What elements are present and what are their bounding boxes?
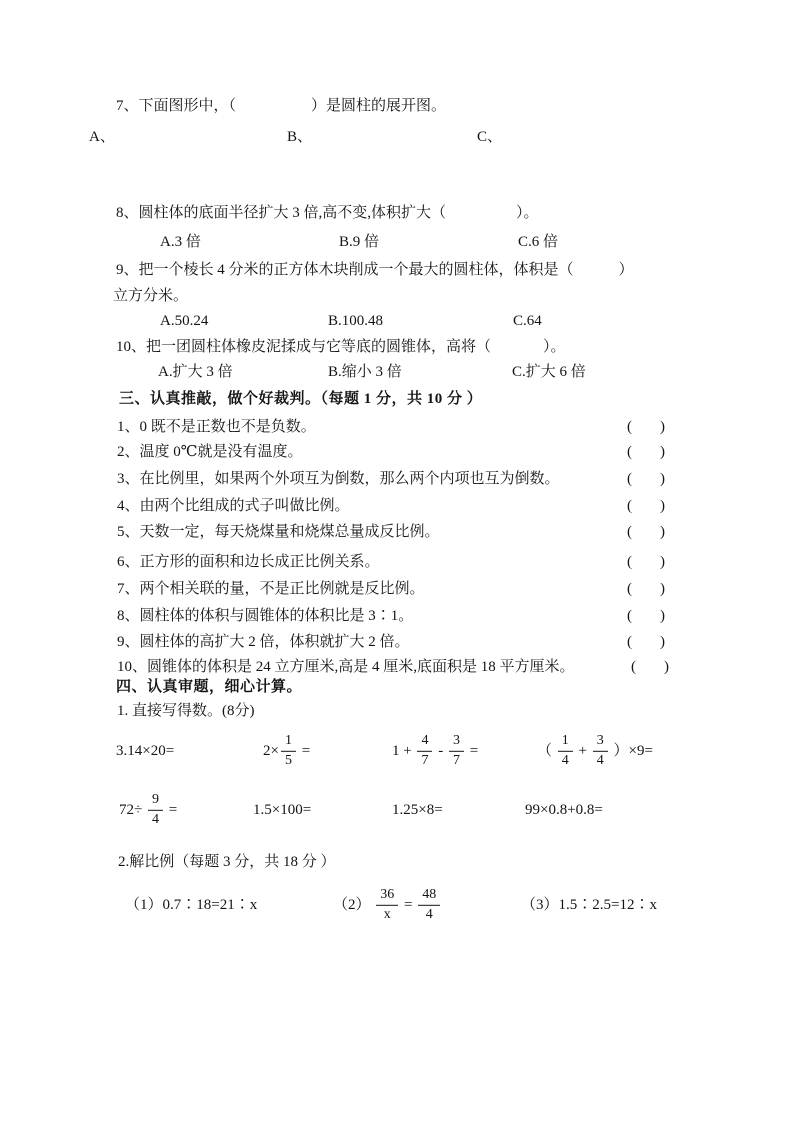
q7-option-b-label: B、 <box>287 129 313 145</box>
paren-close: ) <box>660 498 665 514</box>
q9-option-a: A.50.24 <box>160 313 209 329</box>
question-8 <box>116 204 539 223</box>
calc-expression-3 <box>392 734 478 768</box>
denominator: 4 <box>561 752 569 768</box>
paren-close: ) <box>660 471 665 487</box>
paren-open: ( <box>627 419 632 435</box>
paren-close: ) <box>660 608 665 624</box>
question-8-text-post: ）。 <box>516 205 539 221</box>
numerator: 1 <box>281 734 296 752</box>
denominator: 4 <box>151 811 159 827</box>
expr-text: + <box>574 742 591 759</box>
answer-blank <box>446 215 516 217</box>
fraction <box>558 734 573 768</box>
answer-blank <box>574 272 619 274</box>
answer-blank <box>632 454 660 456</box>
numerator: 4 <box>417 734 432 752</box>
judge-item-6: 6、正方形的面积和边长成正比例关系。 <box>117 554 380 570</box>
paren-close: ) <box>660 554 665 570</box>
paren-close: ) <box>664 659 669 675</box>
expr-text: 2× <box>263 742 279 759</box>
fraction <box>593 734 608 768</box>
answer-blank <box>632 618 660 620</box>
fraction <box>376 888 398 922</box>
question-7-text-pre: 7、下面图形中，（ <box>116 98 237 114</box>
calc-expression-8: 99×0.8+0.8= <box>525 801 603 818</box>
calc-expression-5 <box>119 793 177 827</box>
paren-close: ) <box>660 581 665 597</box>
denominator: 4 <box>425 906 433 922</box>
question-9-text-pre: 9、把一个棱长 4 分米的正方体木块削成一个最大的圆柱体，体积是（ <box>116 262 574 278</box>
question-9-line1 <box>116 261 634 280</box>
answer-blank <box>632 508 660 510</box>
calc-expression-1: 3.14×20= <box>116 742 175 759</box>
denominator: 4 <box>596 752 604 768</box>
judge-item-10: 10、圆锥体的体积是 24 立方厘米,高是 4 厘米,底面积是 18 平方厘米。 <box>117 659 575 675</box>
paren-close: ) <box>660 444 665 460</box>
expr-text: = <box>297 742 311 759</box>
q7-option-c-label: C、 <box>477 129 503 145</box>
judge-item-3: 3、在比例里，如果两个外项互为倒数，那么两个内项也互为倒数。 <box>117 471 560 487</box>
denominator: x <box>383 906 391 922</box>
proportion-1: （1）0.7∶18=21∶x <box>125 896 258 913</box>
q9-option-b: B.100.48 <box>328 313 384 329</box>
expr-text: （2） <box>333 896 375 913</box>
paren-close: ) <box>660 634 665 650</box>
numerator: 36 <box>376 888 398 906</box>
fraction <box>449 734 464 768</box>
judge-answer-parens <box>627 553 665 572</box>
question-10 <box>116 338 566 357</box>
denominator: 7 <box>421 752 429 768</box>
question-8-text-pre: 8、圆柱体的底面半径扩大 3 倍,高不变,体积扩大（ <box>116 205 447 221</box>
q8-option-a: A.3 倍 <box>160 234 201 250</box>
judge-item-8: 8、圆柱体的体积与圆锥体的体积比是 3∶1。 <box>117 608 414 624</box>
paren-open: ( <box>627 554 632 570</box>
calc-expression-2 <box>263 734 310 768</box>
expr-text: ）×9= <box>609 742 653 759</box>
calc-expression-7: 1.25×8= <box>392 801 443 818</box>
expr-text: （ <box>537 742 556 759</box>
answer-blank <box>632 644 660 646</box>
judge-item-5: 5、天数一定，每天烧煤量和烧煤总量成反比例。 <box>117 524 440 540</box>
answer-blank <box>491 349 543 351</box>
paren-open: ( <box>627 444 632 460</box>
paren-open: ( <box>627 498 632 514</box>
numerator: 48 <box>418 888 440 906</box>
q9-option-c: C.64 <box>513 313 542 329</box>
q10-option-b: B.缩小 3 倍 <box>328 364 402 380</box>
judge-answer-parens <box>627 633 665 652</box>
calc-expression-4 <box>537 734 653 768</box>
paren-open: ( <box>627 634 632 650</box>
judge-item-7: 7、两个相关联的量，不是正比例就是反比例。 <box>117 581 425 597</box>
expr-text: 72÷ <box>119 801 146 818</box>
judge-item-4: 4、由两个比组成的式子叫做比例。 <box>117 498 350 514</box>
question-10-text-pre: 10、把一团圆柱体橡皮泥揉成与它等底的圆锥体，高将（ <box>116 339 492 355</box>
question-9-text-post: ） <box>618 262 634 278</box>
expr-text: = <box>164 801 178 818</box>
paren-open: ( <box>627 581 632 597</box>
answer-blank <box>236 108 311 110</box>
question-7 <box>116 97 446 116</box>
expr-text: = <box>400 896 417 913</box>
paren-close: ) <box>660 419 665 435</box>
fraction <box>417 734 432 768</box>
q10-option-c: C.扩大 6 倍 <box>512 364 586 380</box>
paren-open: ( <box>631 659 636 675</box>
calc-part2-label: 2.解比例（每题 3 分，共 18 分 ） <box>118 854 336 870</box>
numerator: 9 <box>148 793 163 811</box>
fraction <box>281 734 296 768</box>
judge-section-title: 三、认真推敲，做个好裁判。（每题 1 分，共 10 分 ） <box>119 391 483 407</box>
question-9-line2: 立方分米。 <box>113 288 189 304</box>
judge-answer-parens <box>627 497 665 516</box>
answer-blank <box>632 534 660 536</box>
numerator: 3 <box>593 734 608 752</box>
answer-blank <box>636 669 664 671</box>
fraction <box>148 793 163 827</box>
judge-answer-parens <box>627 580 665 599</box>
judge-answer-parens <box>627 443 665 462</box>
judge-item-2: 2、温度 0℃就是没有温度。 <box>117 444 303 460</box>
calc-expression-6: 1.5×100= <box>253 801 312 818</box>
paren-open: ( <box>627 524 632 540</box>
judge-item-1: 1、0 既不是正数也不是负数。 <box>117 419 316 435</box>
q10-option-a: A.扩大 3 倍 <box>158 364 233 380</box>
numerator: 1 <box>558 734 573 752</box>
judge-answer-parens <box>627 470 665 489</box>
paren-close: ) <box>660 524 665 540</box>
question-10-text-post: ）。 <box>543 339 566 355</box>
paren-open: ( <box>627 471 632 487</box>
q8-option-b: B.9 倍 <box>339 234 380 250</box>
judge-answer-parens <box>627 418 665 437</box>
judge-answer-parens <box>627 523 665 542</box>
proportion-2 <box>333 888 442 922</box>
calc-section-title: 四、认真审题，细心计算。 <box>116 679 303 695</box>
q7-option-a-label: A、 <box>89 129 115 145</box>
denominator: 7 <box>452 752 460 768</box>
denominator: 5 <box>284 752 292 768</box>
paren-open: ( <box>627 608 632 624</box>
calc-part1-label: 1. 直接写得数。(8分) <box>117 703 255 719</box>
answer-blank <box>632 481 660 483</box>
fraction <box>418 888 440 922</box>
judge-item-9: 9、圆柱体的高扩大 2 倍，体积就扩大 2 倍。 <box>117 634 410 650</box>
answer-blank <box>632 429 660 431</box>
judge-answer-parens <box>627 607 665 626</box>
question-7-text-post: ）是圆柱的展开图。 <box>311 98 447 114</box>
numerator: 3 <box>449 734 464 752</box>
expr-text: = <box>465 742 479 759</box>
judge-answer-parens <box>631 658 669 677</box>
expr-text: - <box>434 742 447 759</box>
expr-text: 1 + <box>392 742 416 759</box>
answer-blank <box>632 591 660 593</box>
answer-blank <box>632 564 660 566</box>
q8-option-c: C.6 倍 <box>518 234 559 250</box>
proportion-3: （3）1.5∶2.5=12∶x <box>521 896 657 913</box>
